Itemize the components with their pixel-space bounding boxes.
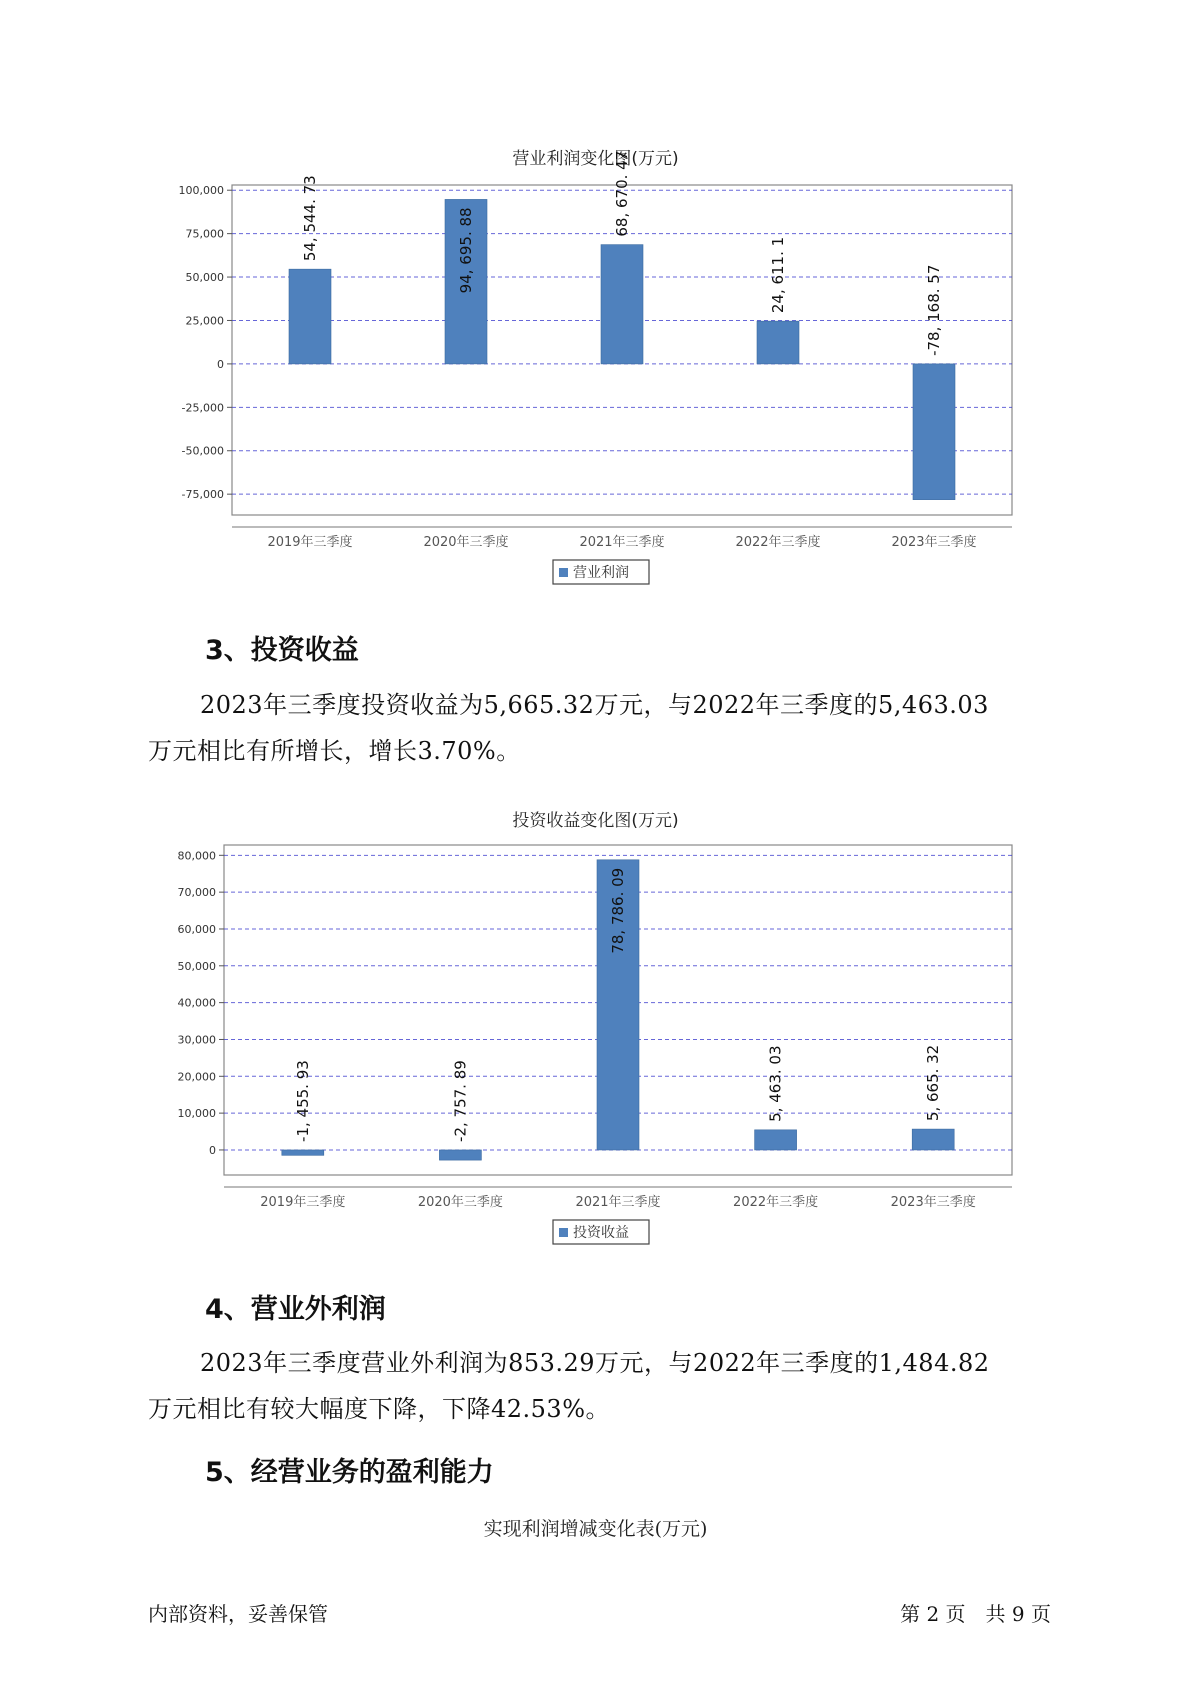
x-tick-label: 2020年三季度 <box>417 1195 503 1210</box>
y-tick-label: -50,000 <box>181 444 224 458</box>
y-tick-label: 25,000 <box>185 314 224 328</box>
x-tick-label: 2023年三季度 <box>891 535 977 550</box>
y-tick-label: 0 <box>209 1143 216 1157</box>
invest-chart-title: 投资收益变化图(万元) <box>512 811 679 831</box>
y-tick-label: 70,000 <box>177 886 216 900</box>
data-label: 94, 695. 88 <box>457 207 475 294</box>
y-tick-label: 0 <box>217 357 224 371</box>
legend-label: 投资收益 <box>573 1225 629 1241</box>
profit-chart-title: 营业利润变化图(万元) <box>512 149 679 169</box>
footer-confidential: 内部资料，妥善保管 <box>148 1602 328 1626</box>
x-tick-label: 2020年三季度 <box>423 535 509 550</box>
data-label: 5, 665. 32 <box>924 1044 943 1122</box>
bar <box>282 1150 324 1155</box>
y-tick-label: 20,000 <box>177 1070 216 1084</box>
section-4-line-1: 2023年三季度营业外利润为853.29万元，与2022年三季度的1,484.82 <box>200 1349 990 1377</box>
y-tick-label: -25,000 <box>181 401 224 415</box>
y-tick-label: 30,000 <box>177 1033 216 1047</box>
data-label: 68, 670. 47 <box>613 150 631 237</box>
bar <box>755 1130 797 1150</box>
bar <box>439 1150 481 1160</box>
section-3-line-1: 2023年三季度投资收益为5,665.32万元，与2022年三季度的5,463.03 <box>200 691 989 719</box>
y-tick-label: -75,000 <box>181 488 224 502</box>
footer-page-number: 第 2 页 共 9 页 <box>900 1602 1051 1626</box>
y-tick-label: 50,000 <box>185 271 224 285</box>
table-caption: 实现利润增减变化表(万元) <box>483 1518 708 1540</box>
y-tick-label: 10,000 <box>177 1107 216 1121</box>
y-tick-label: 75,000 <box>185 227 224 241</box>
legend <box>553 1220 649 1244</box>
section-3-line-2: 万元相比有所增长，增长3.70%。 <box>148 737 521 765</box>
data-label: 24, 611. 1 <box>769 236 787 314</box>
y-tick-label: 80,000 <box>177 849 216 863</box>
x-tick-label: 2023年三季度 <box>890 1195 976 1210</box>
y-tick-label: 40,000 <box>177 996 216 1010</box>
legend-swatch <box>559 1228 568 1237</box>
x-tick-label: 2019年三季度 <box>267 535 353 550</box>
data-label: 78, 786. 09 <box>609 867 627 954</box>
x-tick-label: 2019年三季度 <box>260 1195 346 1210</box>
x-tick-label: 2022年三季度 <box>733 1195 819 1210</box>
bar <box>912 1129 954 1150</box>
x-tick-label: 2021年三季度 <box>575 1195 661 1210</box>
section-4-paragraph <box>148 1340 1048 1432</box>
y-tick-label: 50,000 <box>177 959 216 973</box>
data-label: -2, 757. 89 <box>451 1060 470 1142</box>
y-tick-label: 60,000 <box>177 922 216 936</box>
y-tick-label: 100,000 <box>178 184 224 198</box>
data-label: 54, 544. 73 <box>301 175 319 262</box>
x-tick-label: 2022年三季度 <box>735 535 821 550</box>
section-4-heading: 4、营业外利润 <box>205 1294 386 1325</box>
section-4-line-2: 万元相比有较大幅度下降，下降42.53%。 <box>148 1395 611 1423</box>
legend-label: 营业利润 <box>573 565 629 581</box>
section-5-heading: 5、经营业务的盈利能力 <box>205 1457 494 1488</box>
data-label: 5, 463. 03 <box>766 1045 785 1122</box>
section-3-heading: 3、投资收益 <box>205 635 359 666</box>
x-tick-label: 2021年三季度 <box>579 535 665 550</box>
data-label: -78, 168. 57 <box>925 264 943 356</box>
data-label: -1, 455. 93 <box>293 1060 312 1142</box>
